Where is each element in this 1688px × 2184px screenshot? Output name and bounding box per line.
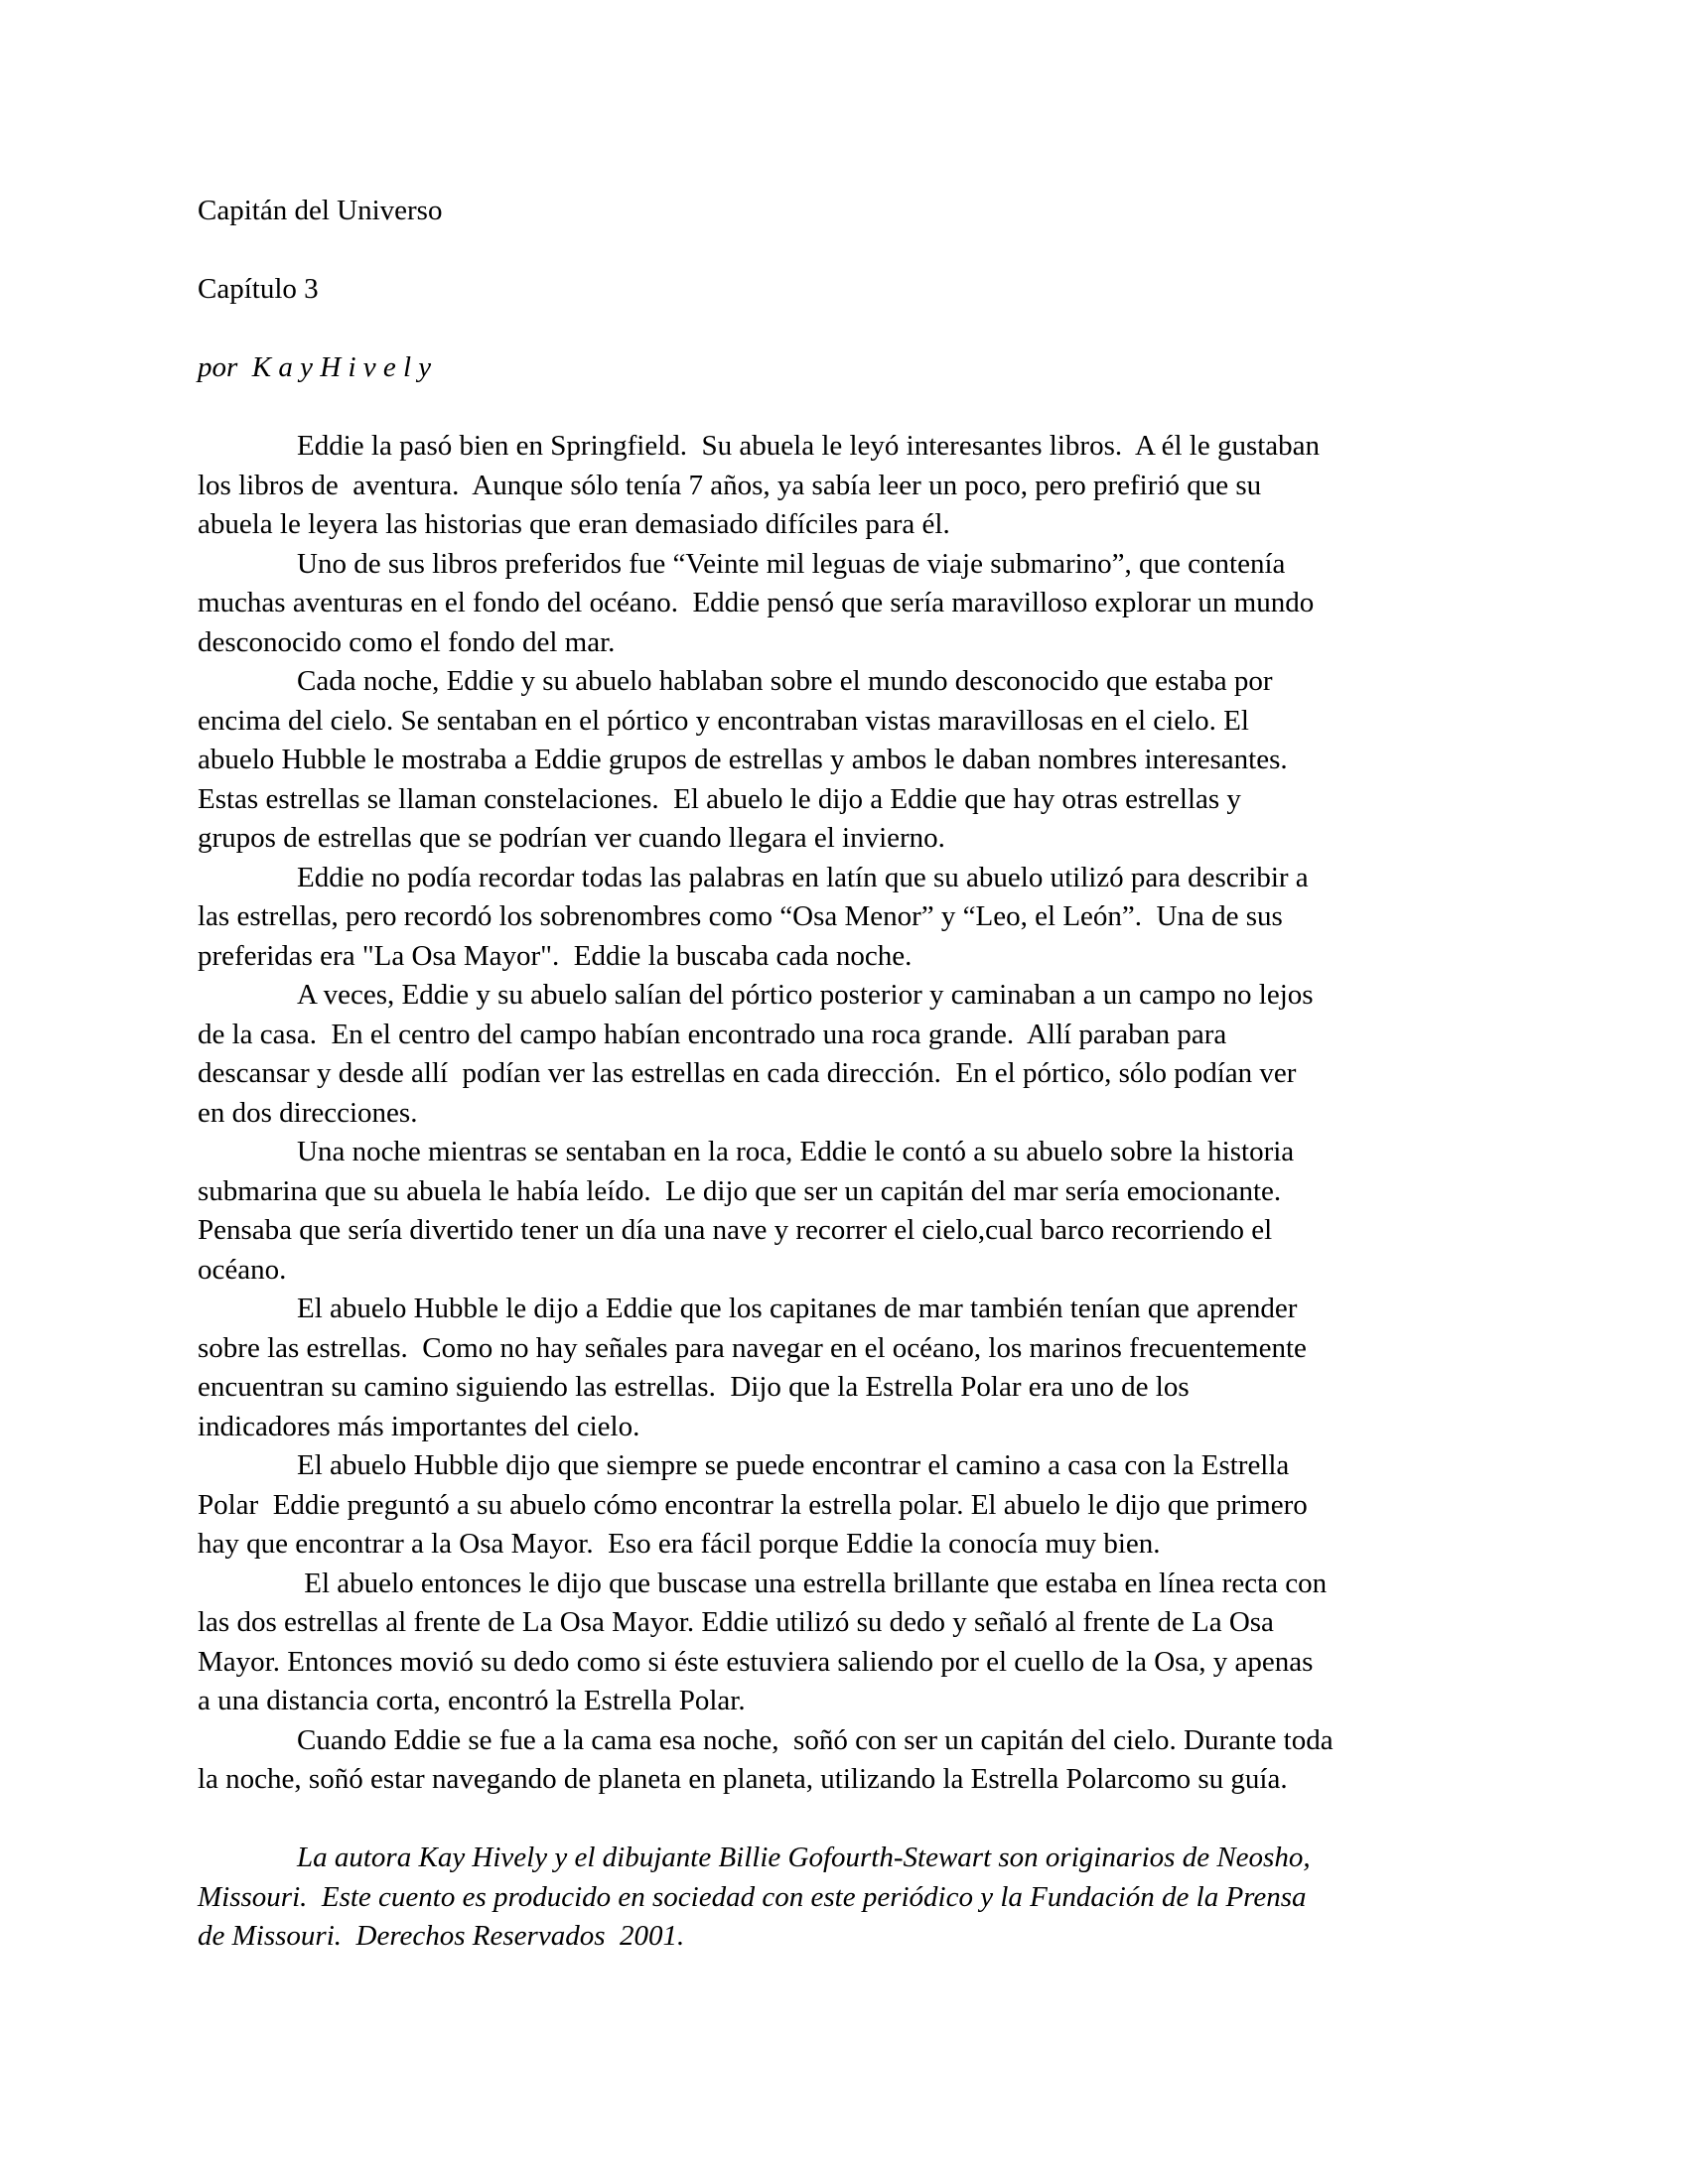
page-title: Capitán del Universo [198, 195, 443, 226]
text-line: submarina que su abuela le había leído. Le dijo que ser un capitán del mar sería emocionante. [198, 1174, 1282, 1207]
text-line: Una noche mientras se sentaban en la roca, Eddie le contó a su abuelo sobre la historia [297, 1136, 1295, 1167]
text-line: preferidas era "La Osa Mayor". Eddie la buscaba cada noche. [198, 939, 913, 972]
text-line: hay que encontrar a la Osa Mayor. Eso era fácil porque Eddie la conocía muy bien. [198, 1528, 1161, 1560]
story-body [198, 427, 1494, 1800]
story-paragraph [198, 427, 1494, 545]
text-line: descansar y desde allí podían ver las estrellas en cada dirección. En el pórtico, sólo podían ver [198, 1057, 1297, 1089]
text-line: Mayor. Entonces movió su dedo como si éste estuviera saliendo por el cuello de la Osa, y apenas [198, 1645, 1314, 1678]
text-line: sobre las estrellas. Como no hay señales para navegar en el océano, los marinos frecuentemente [198, 1331, 1307, 1364]
text-line: Eddie no podía recordar todas las palabras en latín que su abuelo utilizó para describir a [297, 861, 1309, 893]
text-line: Uno de sus libros preferidos fue “Veinte mil leguas de viaje submarino”, que contenía [297, 547, 1286, 580]
story-paragraph [198, 1133, 1494, 1290]
text-line: Polar Eddie preguntó a su abuelo cómo encontrar la estrella polar. El abuelo le dijo que primero [198, 1488, 1308, 1521]
text-line: abuela le leyera las historias que eran demasiado difíciles para él. [198, 508, 950, 540]
text-line: a una distancia corta, encontró la Estrella Polar. [198, 1685, 746, 1716]
text-line: encuentran su camino siguiendo las estrellas. Dijo que la Estrella Polar era uno de los [198, 1371, 1190, 1403]
story-paragraph [198, 545, 1494, 663]
text-line: de la casa. En el centro del campo habían encontrado una roca grande. Allí paraban para [198, 1018, 1227, 1050]
credits-paragraph [198, 1839, 1494, 1957]
text-line: El abuelo Hubble dijo que siempre se puede encontrar el camino a casa con la Estrella [297, 1449, 1290, 1481]
text-line: grupos de estrellas que se podrían ver cuando llegara el invierno. [198, 822, 945, 854]
text-line: Pensaba que sería divertido tener un día una nave y recorrer el cielo,cual barco recorriendo el [198, 1214, 1273, 1246]
text-line: A veces, Eddie y su abuelo salían del pórtico posterior y caminaban a un campo no lejos [297, 979, 1314, 1011]
text-line: El abuelo entonces le dijo que buscase una estrella brillante que estaba en línea recta con [297, 1567, 1328, 1599]
chapter-heading: Capítulo 3 [198, 273, 319, 305]
text-line: indicadores más importantes del cielo. [198, 1410, 640, 1442]
text-line: Estas estrellas se llaman constelaciones. El abuelo le dijo a Eddie que hay otras estrellas y [198, 782, 1241, 815]
text-line: las estrellas, pero recordó los sobrenombres como “Osa Menor” y “Leo, el León”. Una de sus [198, 900, 1283, 932]
text-line: La autora Kay Hively y el dibujante Billie Gofourth-Stewart son originarios de Neosho, [297, 1842, 1311, 1873]
story-paragraph [198, 976, 1494, 1133]
text-line: en dos direcciones. [198, 1096, 418, 1129]
text-line: desconocido como el fondo del mar. [198, 625, 616, 658]
text-line: Eddie la pasó bien en Springfield. Su abuela le leyó interesantes libros. A él le gustaban [297, 430, 1321, 462]
story-paragraph [198, 662, 1494, 859]
byline: por K a y H i v e l y [198, 351, 432, 383]
text-line: muchas aventuras en el fondo del océano. Eddie pensó que sería maravilloso explorar un mundo [198, 587, 1315, 618]
text-line: El abuelo Hubble le dijo a Eddie que los capitanes de mar también tenían que aprender [297, 1293, 1298, 1324]
story-paragraph [198, 1290, 1494, 1446]
story-paragraph [198, 859, 1494, 977]
text-line: Cuando Eddie se fue a la cama esa noche, soñó con ser un capitán del cielo. Durante toda [297, 1723, 1334, 1756]
text-line: encima del cielo. Se sentaban en el pórtico y encontraban vistas maravillosas en el cielo. El [198, 704, 1249, 737]
text-line: de Missouri. Derechos Reservados 2001. [198, 1920, 685, 1952]
story-paragraph [198, 1721, 1494, 1800]
text-line: abuelo Hubble le mostraba a Eddie grupos de estrellas y ambos le daban nombres interesantes. [198, 744, 1288, 775]
text-line: las dos estrellas al frente de La Osa Mayor. Eddie utilizó su dedo y señaló al frente de La Osa [198, 1606, 1274, 1638]
story-paragraph [198, 1565, 1494, 1721]
story-paragraph [198, 1446, 1494, 1565]
text-line: océano. [198, 1253, 287, 1286]
text-line: Missouri. Este cuento es producido en sociedad con este periódico y la Fundación de la Prensa [198, 1880, 1307, 1913]
text-line: Cada noche, Eddie y su abuelo hablaban sobre el mundo desconocido que estaba por [297, 665, 1273, 697]
text-line: la noche, soñó estar navegando de planeta en planeta, utilizando la Estrella Polarcomo su guía. [198, 1763, 1288, 1795]
text-line: los libros de aventura. Aunque sólo tenía 7 años, ya sabía leer un poco, pero prefirió que su [198, 469, 1262, 501]
